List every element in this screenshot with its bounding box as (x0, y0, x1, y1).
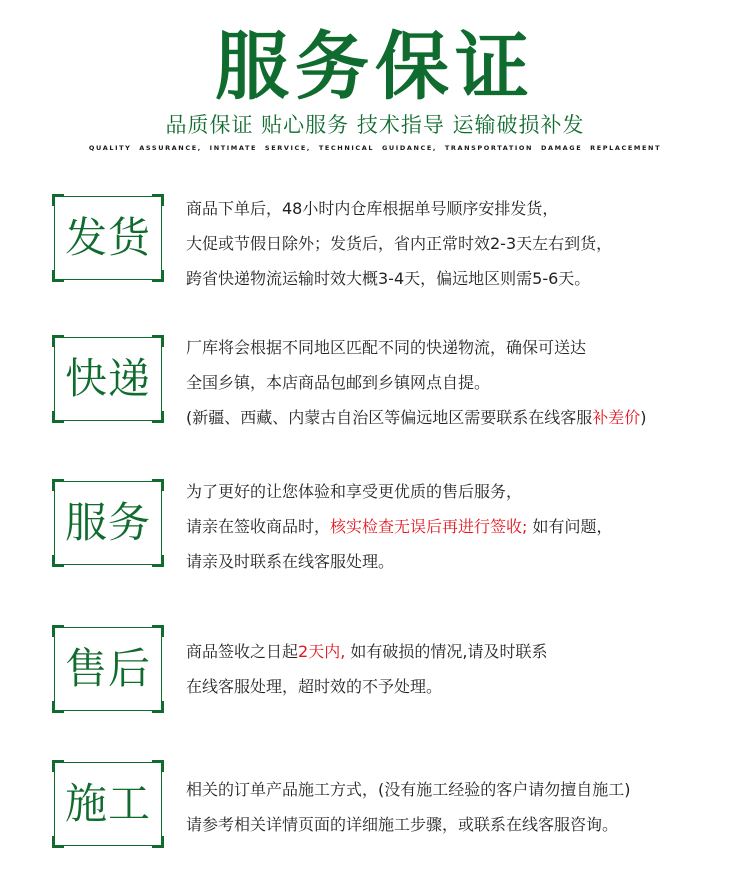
section-label: 服务 (64, 498, 151, 547)
description-line (186, 634, 746, 669)
highlight-text: 核实检查无误后再进行签收; (330, 517, 528, 536)
section-description (186, 634, 746, 704)
description-line: 全国乡镇，本店商品包邮到乡镇网点自提。 (186, 373, 491, 392)
page-title: 服务保证 (215, 24, 535, 110)
description-line: 相关的订单产品施工方式，(没有施工经验的客户请勿擅自施工) (186, 780, 631, 799)
description-line: 请亲及时联系在线客服处理。 (186, 552, 395, 571)
description-line: 请参考相关详情页面的详细施工步骤，或联系在线客服咨询。 (186, 815, 619, 834)
description-line: 厂库将会根据不同地区匹配不同的快递物流，确保可送达 (186, 338, 587, 357)
section-description (186, 772, 746, 842)
section-installation (0, 762, 750, 852)
section-description (186, 191, 746, 296)
section-express (0, 337, 750, 427)
header (0, 0, 750, 170)
section-label: 售后 (64, 644, 151, 693)
description-line (186, 509, 746, 544)
line-text: (新疆、西藏、内蒙古自治区等偏远地区需要联系在线客服 (186, 408, 593, 427)
english-tagline: QUALITY ASSURANCE, INTIMATE SERVICE, TECHNICAL GUIDANCE, TRANSPORTATION DAMAGE REPLACEMENT (88, 144, 662, 152)
section-badge (54, 481, 162, 565)
section-shipping (0, 196, 750, 286)
description-line: 在线客服处理，超时效的不予处理。 (186, 677, 443, 696)
section-description (186, 474, 746, 579)
description-line: 跨省快递物流运输时效大概3-4天，偏远地区则需5-6天。 (186, 269, 591, 288)
page-subtitle: 品质保证 贴心服务 技术指导 运输破损补发 (165, 113, 585, 137)
highlight-text: 补差价 (592, 408, 641, 427)
section-badge (54, 196, 162, 280)
line-text: 请亲在签收商品时， (186, 517, 331, 536)
line-text: ) (640, 408, 647, 427)
description-line: 商品下单后，48小时内仓库根据单号顺序安排发货， (186, 199, 559, 218)
section-label: 施工 (64, 779, 151, 828)
section-badge (54, 627, 162, 711)
section-description (186, 330, 746, 435)
section-label: 发货 (64, 213, 151, 262)
highlight-text: 2天内, (298, 642, 346, 661)
description-line: 大促或节假日除外；发货后，省内正常时效2-3天左右到货， (186, 234, 613, 253)
line-text: 如有问题， (527, 517, 613, 536)
line-text: 商品签收之日起 (186, 642, 299, 661)
description-line: 为了更好的让您体验和享受更优质的售后服务， (186, 482, 523, 501)
section-badge (54, 337, 162, 421)
section-badge (54, 762, 162, 846)
section-after-sales (0, 627, 750, 717)
section-label: 快递 (64, 354, 151, 403)
description-line (186, 400, 746, 435)
section-service (0, 481, 750, 571)
line-text: 如有破损的情况,请及时联系 (345, 642, 548, 661)
